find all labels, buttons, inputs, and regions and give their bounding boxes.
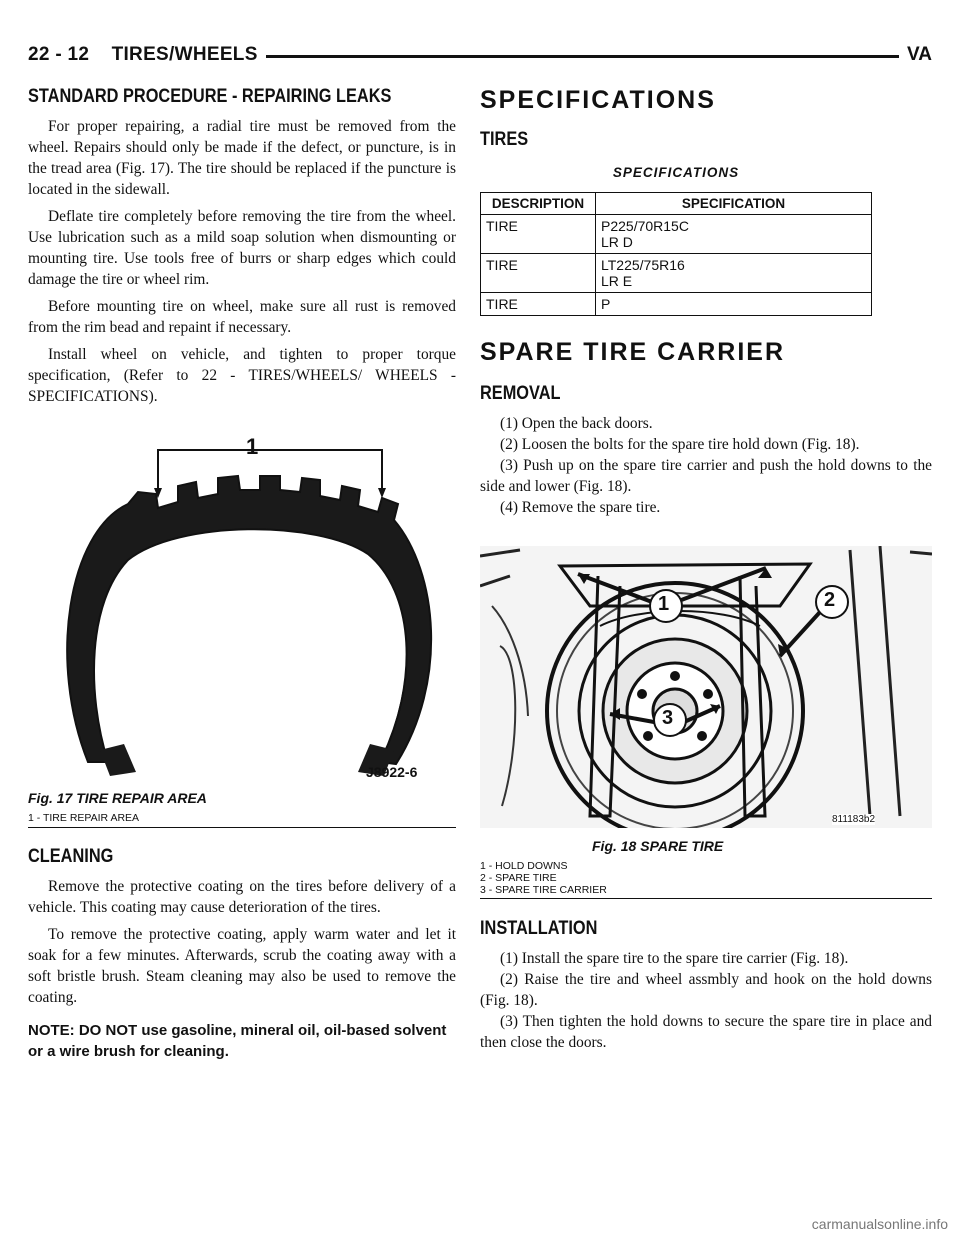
right-column: [480, 86, 932, 518]
fig17-code: J8922-6: [366, 764, 418, 780]
installation-section: [480, 918, 932, 1053]
cleaning-section: [28, 846, 456, 1062]
table-row: [481, 254, 872, 293]
tire-outline: [67, 476, 431, 764]
repair-heading: STANDARD PROCEDURE - REPAIRING LEAKS: [28, 86, 392, 107]
spec-row-value: [596, 293, 872, 316]
installation-step-3: (3) Then tighten the hold downs to secure the spare tire in place and then close the doors.: [480, 1013, 932, 1051]
specifications-heading: SPECIFICATIONS: [480, 86, 716, 114]
spare-tire-carrier-heading: SPARE TIRE CARRIER: [480, 338, 786, 366]
fig17-rule: [28, 827, 456, 828]
header-section-label: 22 - 12 TIRES/WHEELS: [28, 44, 266, 66]
fig18-callout-2: 2: [824, 589, 836, 611]
fig18-legend-3: 3 - SPARE TIRE CARRIER: [480, 884, 607, 896]
fig17-caption: Fig. 17 TIRE REPAIR AREA: [28, 790, 207, 806]
cleaning-paragraph-1: Remove the protective coating on the tires before delivery of a vehicle. This coating may cause deterioration of the tires.: [28, 878, 456, 916]
left-column: [28, 86, 456, 413]
fig18-callout-1: 1: [658, 593, 670, 615]
spec-value-line-1: P: [601, 296, 611, 312]
removal-step-3: (3) Push up on the spare tire carrier and push the hold downs to the side and lower (Fig. 18).: [480, 457, 932, 495]
fig17-legend-1: 1 - TIRE REPAIR AREA: [28, 812, 140, 824]
repair-paragraph-4: Install wheel on vehicle, and tighten to proper torque specification, (Refer to 22 - TIRES/WHEELS/ WHEELS - SPECIFICATIONS).: [28, 346, 456, 405]
repair-paragraph-3: Before mounting tire on wheel, make sure all rust is removed from the rim bead and repaint if necessary.: [28, 298, 456, 336]
tires-heading: TIRES: [480, 129, 529, 150]
fig18-legend-1: 1 - HOLD DOWNS: [480, 860, 568, 872]
removal-step-2: (2) Loosen the bolts for the spare tire hold down (Fig. 18).: [500, 436, 860, 453]
repair-paragraph-2: Deflate tire completely before removing the tire from the wheel. Use lubrication such as a mild soap solution when dismounting or mounting tire. Use tools free of burrs or sharp edges which could damage the tire or wheel rim.: [28, 208, 456, 288]
spec-value-line-1: P225/70R15C: [601, 218, 689, 234]
spec-table: [480, 192, 872, 316]
installation-step-2: (2) Raise the tire and wheel assmbly and hook on the hold downs (Fig. 18).: [480, 971, 932, 1009]
installation-heading: INSTALLATION: [480, 918, 598, 939]
spec-row-desc: TIRE: [481, 293, 596, 316]
spec-row-desc: TIRE: [481, 254, 596, 293]
cleaning-heading: CLEANING: [28, 846, 114, 867]
spec-value-line-1: LT225/75R16: [601, 257, 685, 273]
page-header: [28, 44, 932, 72]
watermark-link[interactable]: carmanualsonline.info: [811, 1216, 948, 1232]
removal-step-1: (1) Open the back doors.: [500, 415, 653, 432]
spec-table-title: SPECIFICATIONS: [612, 165, 740, 180]
cleaning-note: NOTE: DO NOT use gasoline, mineral oil, oil-based solvent or a wire brush for cleaning.: [28, 1022, 447, 1060]
tire-cross-section-illustration: [28, 432, 456, 802]
fig18-legend-2: 2 - SPARE TIRE: [480, 872, 557, 884]
spec-row-value: [596, 215, 872, 254]
cleaning-paragraph-2: To remove the protective coating, apply warm water and let it soak for a few minutes. Afterwards, scrub the coating away with a soft bristle brush. Steam cleaning may also be used to remove the coating.: [28, 926, 456, 1006]
fig18-caption: Fig. 18 SPARE TIRE: [592, 838, 724, 854]
table-row: [481, 293, 872, 316]
spec-value-line-2: LR E: [601, 273, 633, 289]
table-row: [481, 215, 872, 254]
figure-18: [480, 546, 932, 906]
repair-paragraph-1: For proper repairing, a radial tire must be removed from the wheel. Repairs should only be made if the defect, or puncture, is in the tread area (Fig. 17). The tire should be replaced if the puncture is located in the sidewall.: [28, 118, 456, 198]
spare-tire-photo-illustration: [480, 546, 932, 828]
spec-col-specification: SPECIFICATION: [596, 193, 872, 215]
removal-step-4: (4) Remove the spare tire.: [500, 499, 661, 516]
removal-heading: REMOVAL: [480, 383, 561, 404]
spec-col-description: DESCRIPTION: [481, 193, 596, 215]
installation-step-1: (1) Install the spare tire to the spare tire carrier (Fig. 18).: [500, 950, 849, 967]
fig17-callout-1: 1: [246, 434, 259, 459]
fig18-code: 811183b2: [832, 814, 876, 825]
figure-17: [28, 432, 456, 832]
header-model-code: VA: [899, 44, 932, 66]
fig18-rule: [480, 898, 932, 899]
spec-table-header-row: [481, 193, 872, 215]
spec-value-line-2: LR D: [601, 234, 633, 250]
spec-row-value: [596, 254, 872, 293]
fig18-callout-3: 3: [662, 707, 674, 729]
spec-row-desc: TIRE: [481, 215, 596, 254]
